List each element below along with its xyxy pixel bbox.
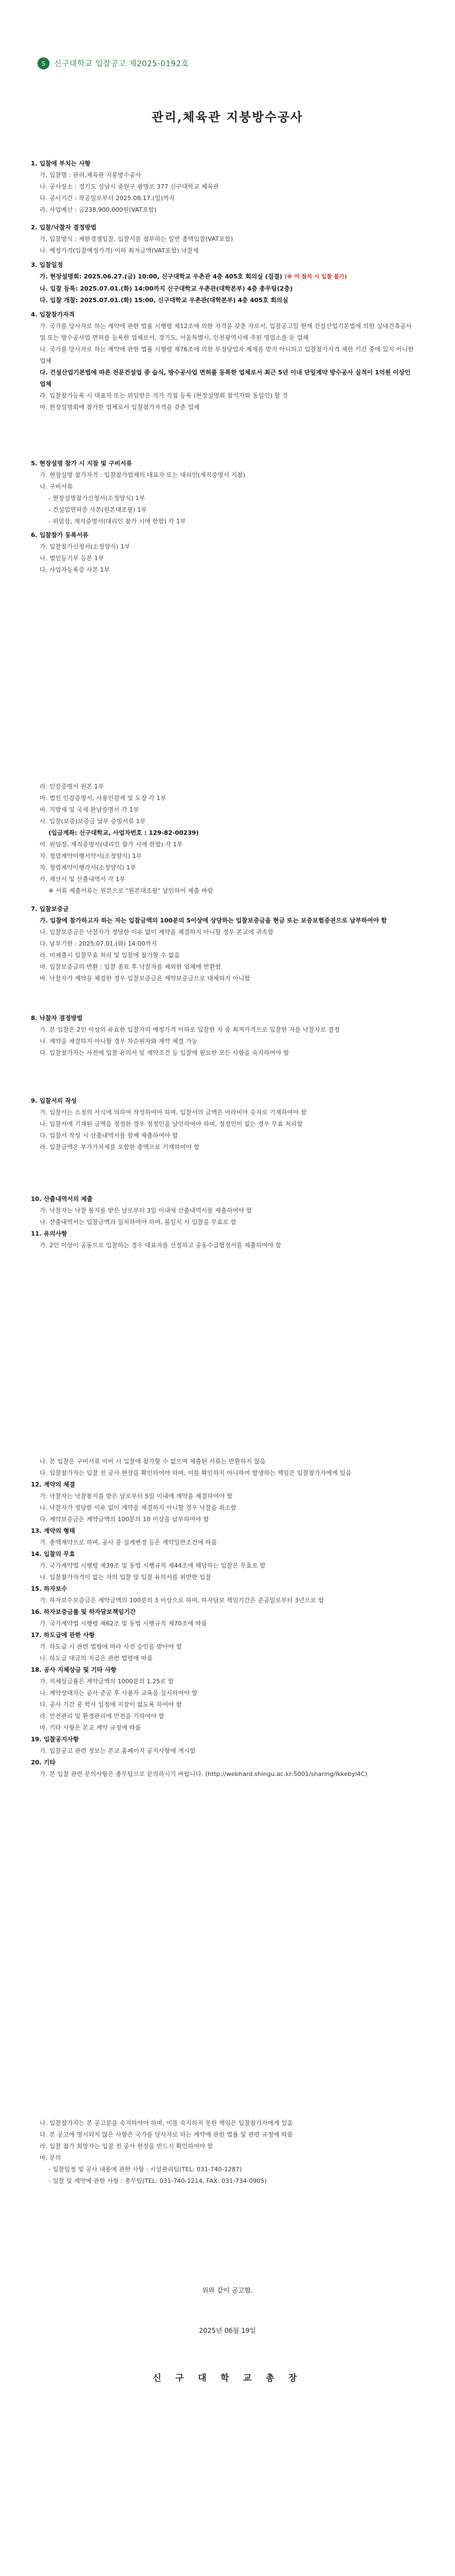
list-item: 나. 공사장소 : 경기도 성남시 중원구 광명로 377 신구대학교 체육관 [40, 183, 219, 190]
list-item [0, 271, 455, 283]
section-bid-bond [0, 903, 455, 984]
list-item: 라. 안전관리 및 환경관리에 만전을 기하여야 함 [40, 1713, 165, 1720]
section-heading: 17. 하도급에 관한 사항 [31, 1632, 95, 1639]
list-item: 다. 공사 기간 중 학사 일정에 지장이 없도록 하여야 함 [40, 1701, 182, 1708]
list-item: 가. 지체상금률은 계약금액의 1000분의 1.25로 함 [40, 1678, 174, 1685]
list-item: 마. 문의 [40, 2154, 61, 2161]
list-item: 라. 사업예산 : 금238,900,000원(VAT포함) [40, 206, 157, 213]
list-item: 가. 국가를 당사자로 하는 계약에 관한 법률 시행령 제12조에 의한 자격을 갖춘 자로서, 입찰공고일 현재 건설산업기본법에 의한 실내건축공사업 또는 방수공사업 면허를 등록한 업체로서, 경기도, 서울특별시, 인천광역시에 주된 영업소를 둔 업체 [40, 323, 412, 341]
list-item: 나. 예정가격(입찰예정가격) 이하 최저금액(VAT포함) 낙찰제 [40, 247, 199, 254]
section-heading: 9. 입찰서의 작성 [31, 1097, 77, 1104]
list-item: 가. 낙찰자는 낙찰 통지를 받은 날로부터 3일 이내에 산출내역서를 제출하여야 함 [40, 1207, 252, 1214]
list-item: 아. 위임장, 재직증명서(대리인 참가 시에 한함) 각 1부 [40, 841, 183, 848]
attendance-warning: (※ 미 참석 시 입찰 불가) [284, 274, 347, 280]
list-item: - 현장설명참가신청서(소정양식) 1부 [48, 495, 145, 502]
list-item: 나. 입찰서에 기재된 금액을 정정한 경우 정정인을 날인하여야 하며, 정정인이 없는 경우 무효 처리함 [40, 1120, 303, 1128]
list-item: 가. 현장설명 참가자격 : 입찰참가업체의 대표자 또는 대리인(재직증명서 지참) [40, 471, 246, 479]
section-heading: 15. 하자보수 [31, 1585, 67, 1592]
section-heading: 7. 입찰보증금 [31, 905, 69, 913]
contact-line: - 입찰 및 계약에 관한 사항 : 총무팀(TEL: 031-740-1214, FAX: 031-734-0905) [48, 2177, 267, 2185]
list-item: 나. 하도급 대금의 지급은 관련 법령에 따름 [40, 1655, 153, 1662]
notice-date: 2025년 06월 19일 [199, 2327, 256, 2334]
section-heading: 14. 입찰의 무효 [31, 1550, 75, 1558]
schedule-briefing: 가. 현장설명회: 2025.06.27.(금) 10:00, 신구대학교 우촌관 4층 405호 회의실 (집결) [40, 273, 283, 280]
list-item: 가. 하자보수보증금은 계약금액의 100분의 3 이상으로 하며, 하자담보 책임기간은 준공일로부터 3년으로 함 [40, 1597, 324, 1604]
list-item: 가. 낙찰자는 낙찰통지를 받은 날로부터 5일 이내에 계약을 체결하여야 함 [40, 1493, 233, 1500]
list-item: 다. 납부기한 : 2025.07.01.(화) 14:00까지 [40, 940, 157, 947]
list-item: 나. 산출내역서는 입찰금액과 일치하여야 하며, 불일치 시 입찰을 무효로 함 [40, 1219, 237, 1226]
list-item: 나. 본 입찰은 구비서류 미비 시 입찰에 참가할 수 없으며 제출된 서류는 반환하지 않음 [40, 1458, 266, 1465]
list-item: - 위임장, 재직증명서(대리인 참가 시에 한함) 각 1부 [48, 518, 186, 525]
section-heading: 10. 산출내역서의 제출 [31, 1195, 93, 1203]
list-item: 라. 입찰참가등록 시 대표자 또는 위임받은 자가 직접 등록 (현장설명회 참석자와 동일인) 할 것 [40, 392, 288, 399]
list-item: 가. 본 입찰 관련 문의사항은 총무팀으로 문의하시기 바랍니다. (http://webhard.shingu.ac.kr:5001/sharing/lkkebyl4C) [40, 1770, 367, 1778]
list-item: 나. 법인등기부 등본 1부 [40, 555, 104, 562]
notice-number: 신구대학교 입찰공고 제2025-0192호 [54, 60, 189, 68]
list-item: 가. 입찰서는 소정의 서식에 의하여 작성하여야 하며, 입찰서의 금액은 아라비아 숫자로 기재하여야 함 [40, 1109, 307, 1116]
section-bid-items [0, 158, 455, 216]
list-item: 다. 입찰서 작성 시 산출내역서를 함께 제출하여야 함 [40, 1132, 178, 1139]
list-item: 바. 낙찰자가 계약을 체결한 경우 입찰보증금은 계약보증금으로 대체하지 아니함 [40, 975, 251, 982]
section-registration-documents [0, 529, 455, 576]
list-item: 마. 기타 사항은 본교 계약 규정에 따름 [40, 1724, 141, 1731]
section-winner-selection [0, 1012, 455, 1059]
list-item: 가. 입찰공고 관련 정보는 본교 홈페이지 공지사항에 게시함 [40, 1747, 196, 1754]
section-heading: 4. 입찰참가자격 [31, 311, 75, 318]
section-heading: 12. 계약의 체결 [31, 1481, 75, 1488]
section-award-method [0, 222, 455, 256]
list-item: 바. 지방세 및 국세 완납증명서 각 1부 [40, 806, 139, 813]
document-header [37, 55, 189, 72]
list-item: 나. 입찰참가자는 본 공고문을 숙지하여야 하며, 이를 숙지하지 못한 책임은 입찰참가자에게 있음 [40, 2119, 293, 2127]
list-item: - 건설업면허증 사본(원본대조필) 1부 [48, 506, 147, 513]
list-item: 사. 입찰(보증)보증금 납부 증빙서류 1부 [40, 818, 146, 825]
list-item: 나. 구비서류 [40, 483, 73, 490]
list-item: 나. 입찰참가자격이 없는 자의 입찰 및 입찰 유의서를 위반한 입찰 [40, 1574, 212, 1581]
section-heading: 13. 계약의 형태 [31, 1527, 75, 1534]
list-item: 자. 청렴계약이행서약서(소정양식) 1부 [40, 852, 142, 860]
list-item: 라. 인감증명서 원본 1부 [40, 783, 104, 790]
section-heading: 19. 입찰공지사항 [31, 1736, 79, 1743]
section-registration-documents-continued [0, 781, 455, 897]
section-heading: 6. 입찰참가 등록서류 [31, 532, 89, 539]
list-item: 가. 입찰참가신청서(소정양식) 1부 [40, 543, 131, 550]
list-item: 다. 공사기간 : 착공일로부터 2025.08.17.(일)까지 [40, 195, 175, 202]
list-item: 나. 계약상대자는 공사 준공 후 사용자 교육을 실시하여야 함 [40, 1689, 198, 1697]
section-heading: 11. 유의사항 [31, 1230, 67, 1237]
list-item: 카. 계산서 및 산출내역서 각 1부 [40, 876, 126, 883]
list-item: 차. 청렴계약이행각서(소정양식) 1부 [40, 864, 136, 871]
university-logo-icon: S [37, 57, 50, 69]
list-item: (입금계좌: 신구대학교, 사업자번호 : 129-82-00239) [48, 829, 199, 836]
section-heading: 3. 입찰일정 [31, 261, 63, 269]
section-schedule [0, 259, 455, 306]
list-item: 라. 입찰 참가 희망자는 입찰 전 공사 현장을 반드시 확인하여야 함 [40, 2143, 213, 2150]
list-item: 마. 법인 인감증명서, 사용인감계 및 도장 각 1부 [40, 795, 166, 802]
list-item: 다. 입찰참가자는 입찰 전 공사 현장을 확인하여야 하며, 이를 확인하지 아니하여 발생하는 책임은 입찰참가자에게 있음 [40, 1469, 351, 1477]
signature-president: 신 구 대 학 교 총 장 [153, 2373, 302, 2383]
list-item: 가. 입찰명 : 관리,체육관 지붕방수공사 [40, 171, 142, 179]
closing-statement: 위와 같이 공고함. [202, 2287, 253, 2294]
list-item: ※ 서류 제출서류는 원본으로 "원본대조필" 날인하여 제출 바람 [48, 887, 213, 894]
section-contract-terms [0, 1456, 455, 1780]
list-item: 나. 입찰보증금은 낙찰자가 정당한 이유 없이 계약을 체결하지 아니할 경우 본교에 귀속함 [40, 929, 274, 936]
section-cost-statement [0, 1193, 455, 1251]
section-heading: 5. 현장설명 참가 시 지참 및 구비서류 [31, 460, 132, 467]
list-item: 나. 국가를 당사자로 하는 계약에 관한 법률 시행령 제76조에 의한 부정당업자 제재를 받지 아니하고 입찰참가자격 제한 기간 중에 있지 아니한 업체 [40, 346, 414, 364]
list-item: 다. 입찰 개찰: 2025.07.01.(화) 15:00, 신구대학교 우촌관(대학본부) 4층 405호 회의실 [40, 297, 289, 304]
list-item: 다. 본 공고에 명시되지 않은 사항은 국가를 당사자로 하는 계약에 관한 법률 및 관련 규정에 따름 [40, 2131, 293, 2138]
list-item: 가. 입찰방식 : 제한경쟁입찰, 입찰서를 첨부하는 일반 총액입찰(VAT포함) [40, 235, 233, 243]
list-item: 다. 사업자등록증 사본 1부 [40, 566, 110, 573]
contact-line: - 입찰일정 및 공사 내용에 관한 사항 : 시설관리팀(TEL: 031-740-1287) [48, 2166, 242, 2173]
list-item: 다. 입찰참가자는 사전에 입찰 유의서 및 계약조건 등 입찰에 필요한 모든 사항을 숙지하여야 함 [40, 1049, 289, 1056]
list-item: 가. 입찰에 참가하고자 하는 자는 입찰금액의 100분의 5이상에 상당하는 입찰보증금을 현금 또는 보증보험증권으로 납부하여야 함 [40, 917, 387, 924]
section-briefing-documents [0, 458, 455, 527]
section-heading: 18. 공사 지체상금 및 기타 사항 [31, 1666, 117, 1673]
section-notes [0, 2117, 455, 2187]
list-item: 가. 국가계약법 시행령 제62조 및 동법 시행규칙 제70조에 따름 [40, 1620, 207, 1627]
section-heading: 8. 낙찰자 결정방법 [31, 1015, 83, 1022]
list-item: 가. 2인 이상이 공동으로 입찰하는 경우 대표자를 선정하고 공동수급협정서를 제출하여야 함 [40, 1242, 281, 1249]
list-item: 가. 국가계약법 시행령 제39조 및 동법 시행규칙 제44조에 해당하는 입찰은 무효로 함 [40, 1562, 266, 1569]
list-item: 라. 입찰금액은 부가가치세를 포함한 총액으로 기재하여야 함 [40, 1144, 200, 1151]
section-heading: 20. 기타 [31, 1759, 56, 1766]
section-heading: 16. 하자보증금률 및 하자담보책임기간 [31, 1608, 136, 1616]
section-bid-form [0, 1095, 455, 1153]
list-item: 나. 계약을 체결하지 아니할 경우 차순위자와 계약 체결 가능 [40, 1038, 198, 1045]
list-item: 가. 총액계약으로 하며, 공사 중 설계변경 등은 계약일반조건에 따름 [40, 1539, 217, 1546]
section-heading: 1. 입찰에 부치는 사항 [31, 160, 91, 167]
section-heading: 2. 입찰/낙찰자 결정방법 [31, 224, 97, 231]
document-title: 관리,체육관 지붕방수공사 [151, 110, 304, 125]
list-item: 가. 하도급 시 관련 법령에 따라 사전 승인을 받아야 함 [40, 1643, 182, 1650]
list-item: 나. 입찰 등록: 2025.07.01.(화) 14:00까지 신구대학교 우촌관(대학본부) 4층 총무팀(2층) [40, 285, 293, 292]
list-item: 나. 낙찰자가 정당한 이유 없이 계약을 체결하지 아니할 경우 낙찰을 취소함 [40, 1504, 237, 1511]
list-item: 마. 현장설명회에 참가한 업체로서 입찰참가자격을 갖춘 업체 [40, 404, 200, 411]
list-item: 가. 본 입찰은 2인 이상의 유효한 입찰자의 예정가격 이하로 입찰한 자 중 최저가격으로 입찰한 자를 낙찰자로 결정 [40, 1026, 340, 1033]
list-item: 마. 입찰보증금의 반환 : 입찰 종료 후 낙찰자를 제외한 업체에 반환함 [40, 963, 221, 970]
list-item: 라. 미제출시 입찰무효 처리 및 입찰에 참가할 수 없음 [40, 952, 180, 959]
section-eligibility [0, 309, 455, 413]
list-item: 다. 건설산업기본법에 따른 전문건설업 중 습식, 방수공사업 면허를 등록한 업체로서 최근 5년 이내 단일계약 방수공사 실적이 1억원 이상인 업체 [40, 369, 411, 388]
list-item: 다. 계약보증금은 계약금액의 100분의 10 이상을 납부하여야 함 [40, 1516, 209, 1523]
